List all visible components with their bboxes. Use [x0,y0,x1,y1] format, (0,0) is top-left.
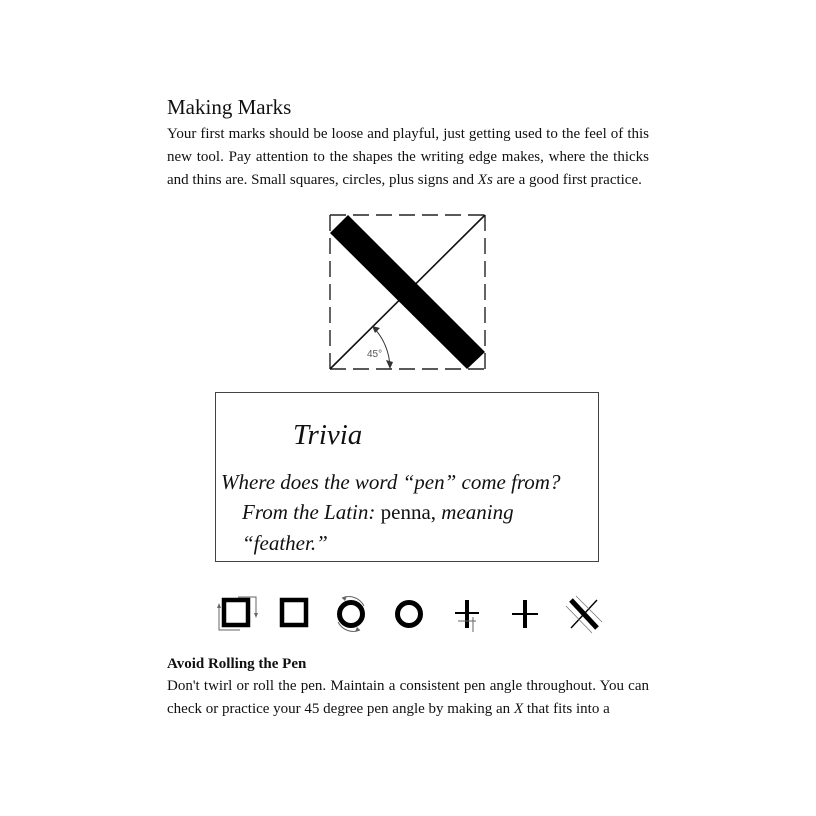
plus-icon [512,600,538,628]
trivia-answer-prefix: From the Latin: [242,500,381,524]
arc-arrowhead-bottom [386,360,393,369]
trivia-answer-suffix: meaning “feather.” [242,500,514,555]
square-arrows-icon [217,597,258,630]
avoid-emphasis: X [513,701,524,717]
intro-text-1: Your first marks should be loose and playful, just getting used to the feel of this new tool. Pay attention to the shapes the writing edge makes, where the thicks and thins are. Small squares, circles, plus signs and [167,126,649,188]
arc-arrowhead-top [372,326,380,333]
trivia-title: Trivia [293,419,363,451]
avoid-rolling-title: Avoid Rolling the Pen [167,656,307,672]
x-arrows-icon [566,596,602,633]
intro-text-2: are a good first practice. [492,172,642,188]
angle-label: 45° [367,349,383,360]
intro-emphasis: Xs [477,172,493,188]
pen-angle-x-diagram [324,210,490,376]
trivia-question: Where does the word “pen” come from? [221,470,561,494]
trivia-latin-word: penna, [380,500,437,524]
avoid-rolling-paragraph [167,675,649,721]
practice-marks [210,588,606,638]
trivia-answer [242,497,572,559]
avoid-text-2: that fits into a [523,701,610,717]
plus-arrows-icon [455,600,479,632]
circle-icon [398,603,421,626]
avoid-text-1: Don't twirl or roll the pen. Maintain a consistent pen angle throughout. You can check or practice your 45 degree pen angle by making an [167,678,649,717]
section-title: Making Marks [167,95,292,119]
square-icon [282,600,306,625]
intro-paragraph [167,123,649,192]
circle-arrows-icon [338,596,364,632]
trivia-box [215,392,599,562]
